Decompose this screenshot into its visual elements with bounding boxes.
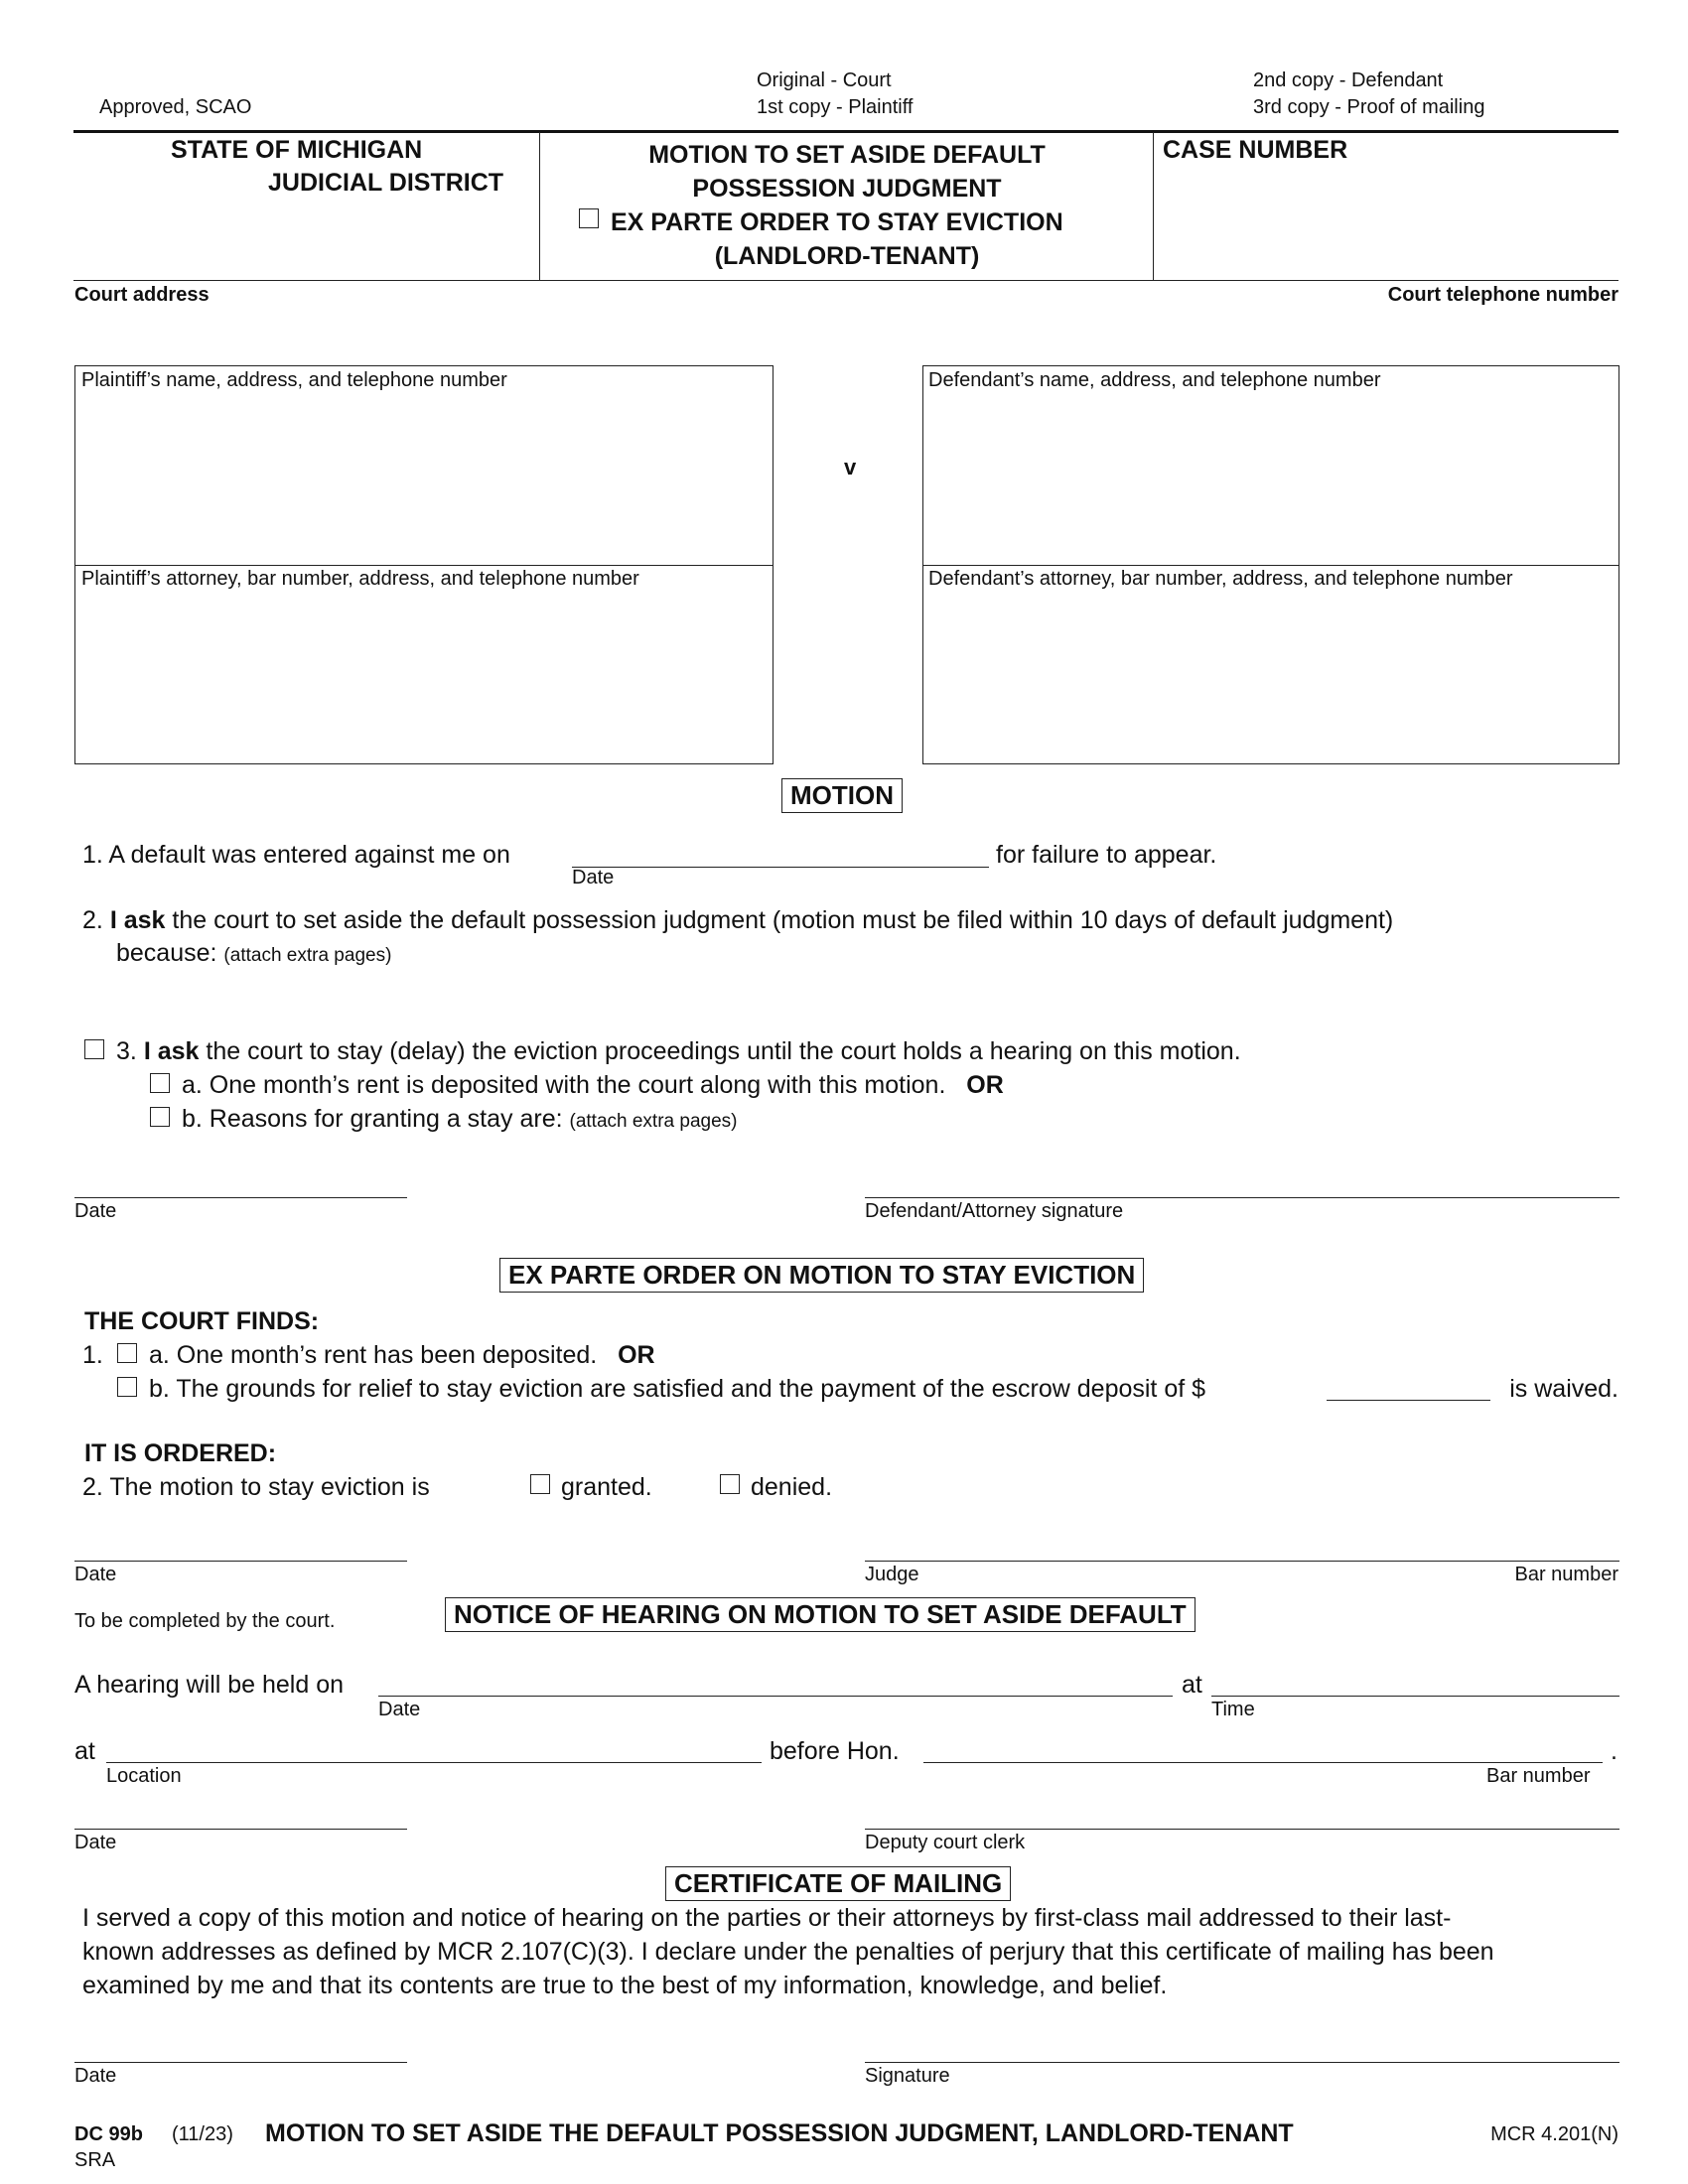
- order-item1a-or: OR: [618, 1341, 655, 1369]
- motion-heading: MOTION: [781, 778, 903, 813]
- certificate-line3: examined by me and that its contents are true to the best of my information, knowledge, and belief.: [82, 1972, 1168, 1999]
- order-item1a: [149, 1341, 655, 1370]
- item3a-text: a. One month’s rent is deposited with the court along with this motion.: [182, 1071, 946, 1099]
- motion-item1-suffix: for failure to appear.: [996, 841, 1217, 869]
- order-item1b: b. The grounds for relief to stay eviction are satisfied and the payment of the escrow deposit of $: [149, 1375, 1206, 1403]
- certificate-heading: CERTIFICATE OF MAILING: [665, 1866, 1011, 1901]
- rent-deposited-checkbox[interactable]: [150, 1073, 170, 1093]
- item3b-attach-note: (attach extra pages): [569, 1111, 738, 1132]
- versus-label: v: [844, 455, 857, 479]
- header-rule: [73, 130, 1618, 133]
- order-item2: 2. The motion to stay eviction is: [82, 1473, 430, 1501]
- footer-rule: MCR 4.201(N): [1490, 2123, 1618, 2145]
- rent-deposited-finding-checkbox[interactable]: [117, 1343, 137, 1363]
- stay-request-checkbox[interactable]: [84, 1039, 104, 1059]
- form-title-line4: (LANDLORD-TENANT): [714, 242, 980, 270]
- copy-original: Original - Court: [757, 69, 892, 91]
- motion-date-label: Date: [74, 1200, 117, 1222]
- motion-item3-bold: I ask: [143, 1037, 200, 1065]
- form-title-line3: EX PARTE ORDER TO STAY EVICTION: [611, 208, 1063, 236]
- state-label: STATE OF MICHIGAN: [171, 136, 423, 164]
- order-date-line[interactable]: [74, 1561, 407, 1562]
- hearing-location-line[interactable]: [106, 1762, 762, 1763]
- grounds-satisfied-checkbox[interactable]: [117, 1377, 137, 1397]
- it-is-ordered-label: IT IS ORDERED:: [84, 1439, 277, 1467]
- motion-item1-prefix: 1. A default was entered against me on: [82, 841, 510, 869]
- copy-third: 3rd copy - Proof of mailing: [1253, 96, 1485, 118]
- default-date-label: Date: [572, 867, 615, 888]
- default-date-line[interactable]: [572, 867, 989, 868]
- certificate-signature-line[interactable]: [865, 2062, 1619, 2063]
- granted-label: granted.: [561, 1473, 652, 1501]
- certificate-date-line[interactable]: [74, 2062, 407, 2063]
- order-item1a-text: a. One month’s rent has been deposited.: [149, 1341, 598, 1369]
- hearing-held-label: A hearing will be held on: [74, 1671, 345, 1699]
- ex-parte-order-heading: EX PARTE ORDER ON MOTION TO STAY EVICTION: [499, 1258, 1144, 1293]
- plaintiff-box-divider: [74, 565, 774, 566]
- form-title-line2: POSSESSION JUDGMENT: [692, 175, 1002, 203]
- motion-item3a: [182, 1071, 1004, 1100]
- notice-date-label: Date: [74, 1832, 117, 1853]
- certificate-date-label: Date: [74, 2065, 117, 2087]
- copy-first: 1st copy - Plaintiff: [757, 96, 914, 118]
- motion-item2-because: [116, 939, 391, 968]
- hearing-date-label: Date: [378, 1699, 421, 1720]
- escrow-amount-line[interactable]: [1327, 1400, 1490, 1401]
- certificate-line2: known addresses as defined by MCR 2.107(C)(3). I declare under the penalties of perjury that this certificate of mailing has been: [82, 1938, 1494, 1966]
- defendant-name-label: Defendant’s name, address, and telephone number: [928, 369, 1381, 391]
- footer-sra: SRA: [74, 2149, 116, 2171]
- denied-label: denied.: [751, 1473, 833, 1501]
- hearing-location-label: Location: [106, 1765, 182, 1787]
- clerk-label: Deputy court clerk: [865, 1832, 1026, 1853]
- footer-title: MOTION TO SET ASIDE THE DEFAULT POSSESSION JUDGMENT, LANDLORD-TENANT: [265, 2119, 1294, 2147]
- denied-checkbox[interactable]: [720, 1474, 740, 1494]
- form-revision: (11/23): [172, 2123, 233, 2145]
- granted-checkbox[interactable]: [530, 1474, 550, 1494]
- motion-date-line[interactable]: [74, 1197, 407, 1198]
- defendant-box-divider: [922, 565, 1619, 566]
- motion-signature-label: Defendant/Attorney signature: [865, 1200, 1124, 1222]
- hearing-date-line[interactable]: [378, 1696, 1173, 1697]
- stay-reasons-checkbox[interactable]: [150, 1107, 170, 1127]
- judge-bar-number-label: Bar number: [1514, 1564, 1618, 1585]
- court-telephone-label: Court telephone number: [1387, 284, 1618, 306]
- form-id: DC 99b: [74, 2123, 143, 2145]
- certificate-line1: I served a copy of this motion and notice of hearing on the parties or their attorneys by first-class mail addressed to their last-: [82, 1904, 1452, 1932]
- court-finds-label: THE COURT FINDS:: [84, 1307, 320, 1335]
- notice-date-line[interactable]: [74, 1829, 407, 1830]
- approved-label: Approved, SCAO: [99, 96, 252, 118]
- motion-item3-num: 3.: [116, 1037, 137, 1065]
- plaintiff-attorney-label: Plaintiff’s attorney, bar number, address, and telephone number: [81, 568, 639, 590]
- caption-divider-2: [1153, 132, 1154, 281]
- district-label: JUDICIAL DISTRICT: [268, 169, 504, 197]
- copy-second: 2nd copy - Defendant: [1253, 69, 1444, 91]
- judge-label: Judge: [865, 1564, 919, 1585]
- hearing-time-label: Time: [1211, 1699, 1255, 1720]
- hon-period: .: [1611, 1737, 1618, 1765]
- order-item1b-end: is waived.: [1509, 1375, 1618, 1403]
- motion-item2: [82, 906, 1393, 935]
- court-completion-note: To be completed by the court.: [74, 1610, 336, 1632]
- motion-signature-line[interactable]: [865, 1197, 1619, 1198]
- plaintiff-name-label: Plaintiff’s name, address, and telephone number: [81, 369, 507, 391]
- case-number-label: CASE NUMBER: [1163, 136, 1348, 164]
- caption-bottom-rule: [73, 280, 1618, 281]
- motion-item3b: [182, 1105, 737, 1134]
- court-address-label: Court address: [74, 284, 210, 306]
- certificate-signature-label: Signature: [865, 2065, 950, 2087]
- motion-item3: [116, 1037, 1241, 1066]
- clerk-signature-line[interactable]: [865, 1829, 1619, 1830]
- location-at-label: at: [74, 1737, 95, 1765]
- item2-attach-note: (attach extra pages): [223, 945, 392, 966]
- item3a-or: OR: [966, 1071, 1004, 1099]
- notice-hearing-heading: NOTICE OF HEARING ON MOTION TO SET ASIDE DEFAULT: [445, 1597, 1196, 1632]
- form-title-line1: MOTION TO SET ASIDE DEFAULT: [648, 141, 1046, 169]
- order-item1-num: 1.: [82, 1341, 103, 1369]
- item3b-text: b. Reasons for granting a stay are:: [182, 1105, 563, 1133]
- judge-signature-line[interactable]: [865, 1561, 1619, 1562]
- hon-bar-number-label: Bar number: [1486, 1765, 1591, 1787]
- caption-divider-1: [539, 132, 540, 281]
- motion-item2-text: the court to set aside the default possession judgment (motion must be filed within 10 days of default judgment): [172, 906, 1394, 934]
- defendant-attorney-label: Defendant’s attorney, bar number, address, and telephone number: [928, 568, 1513, 590]
- before-hon-label: before Hon.: [770, 1737, 900, 1765]
- judge-name-line[interactable]: [923, 1762, 1603, 1763]
- order-date-label: Date: [74, 1564, 117, 1585]
- motion-item2-bold: I ask: [109, 906, 166, 934]
- ex-parte-checkbox[interactable]: [579, 208, 599, 228]
- motion-item3-text: the court to stay (delay) the eviction proceedings until the court holds a hearing on this motion.: [206, 1037, 1241, 1065]
- hearing-at-label: at: [1182, 1671, 1202, 1699]
- motion-item2-num: 2.: [82, 906, 103, 934]
- hearing-time-line[interactable]: [1211, 1696, 1619, 1697]
- because-label: because:: [116, 939, 217, 967]
